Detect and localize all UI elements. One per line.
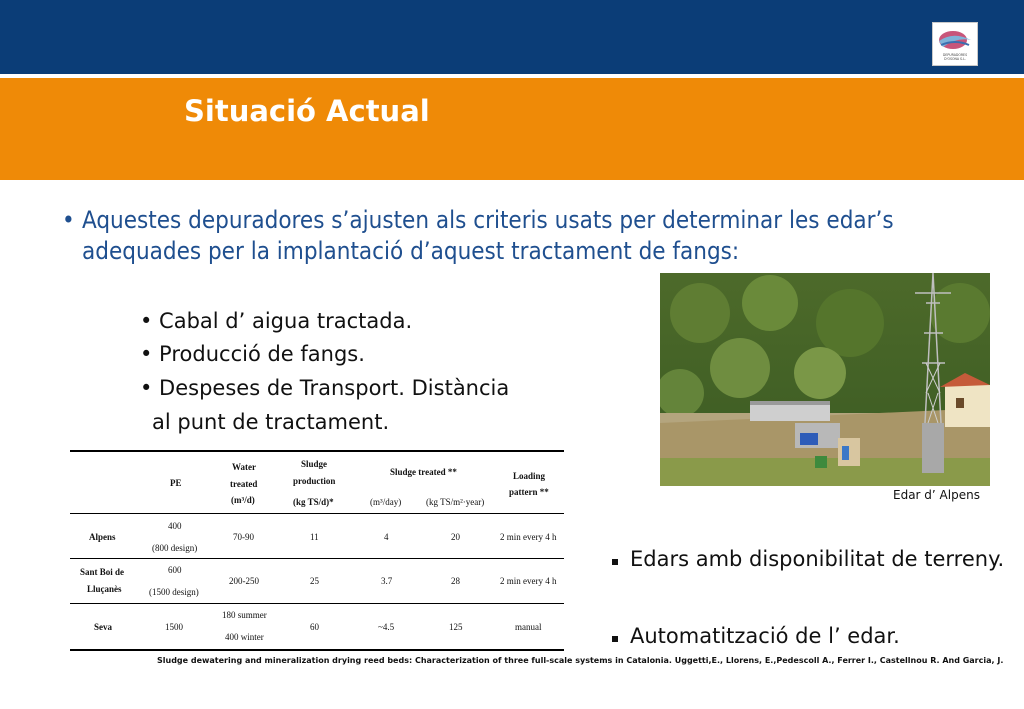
table-rule-row	[70, 603, 564, 604]
right-bullet-text: Automatització de l’ edar.	[630, 624, 900, 648]
top-banner	[0, 0, 1024, 74]
header-treated-kg: (kg TS/m²·year)	[426, 497, 485, 507]
table-cell: 125	[449, 622, 463, 632]
header-loading: pattern **	[509, 487, 549, 497]
table-cell: 60	[310, 622, 319, 632]
header-sludge: production	[293, 476, 336, 486]
table-cell: 400	[168, 521, 182, 531]
right-bullet-text: Edars amb disponibilitat de terreny.	[630, 547, 1005, 571]
table-cell: 600	[168, 565, 182, 575]
header-water-unit: (m³/d)	[231, 495, 255, 505]
intro-bullet: •	[62, 206, 75, 234]
company-logo	[932, 22, 978, 66]
table-cell: 2 min every 4 h	[500, 532, 557, 542]
table-row-name: Sant Boi de	[80, 567, 125, 577]
table-cell: 20	[451, 532, 460, 542]
right-bullet-item	[612, 547, 1004, 571]
table-cell: 400 winter	[225, 632, 264, 642]
table-cell: 25	[310, 576, 319, 586]
edar-alpens-photo	[660, 273, 990, 486]
header-water: Water	[232, 462, 256, 472]
table-cell: 2 min every 4 h	[500, 576, 557, 586]
header-sludge-unit: (kg TS/d)*	[293, 497, 334, 507]
square-bullet-icon	[612, 636, 618, 642]
header-loading: Loading	[513, 471, 546, 481]
table-rule-bottom	[70, 649, 564, 651]
table-cell: 11	[310, 532, 319, 542]
table-rule-header	[70, 513, 564, 514]
header-sludge-treated: Sludge treated **	[390, 467, 457, 477]
table-cell: 180 summer	[222, 610, 267, 620]
table-cell: (800 design)	[152, 543, 198, 553]
table-row-name: Alpens	[89, 532, 116, 542]
header-treated-m3: (m³/day)	[370, 497, 402, 507]
table-row-name: Seva	[94, 622, 112, 632]
table-rule-top	[70, 450, 564, 452]
intro-text: Aquestes depuradores s’ajusten als criteris usats per determinar les edar’s adequades per la implantació d’aquest tractament de fangs:	[82, 206, 894, 265]
logo-text-2: D'OSONA S.L.	[944, 57, 966, 61]
table-cell: 4	[384, 532, 389, 542]
reference-citation: Sludge dewatering and mineralization drying reed beds: Characterization of three full-scale systems in Catalonia. Uggetti,E., Llorens, E.,Pedescoll A., Ferrer I., Castellnou R. And Garcia, J.	[157, 656, 1004, 665]
criterion-item: • Despeses de Transport. Distància	[140, 376, 510, 400]
criterion-item: al punt de tractament.	[152, 410, 390, 434]
header-water: treated	[230, 479, 258, 489]
right-bullet-item	[612, 624, 900, 648]
data-table	[70, 450, 564, 651]
slide-title: Situació Actual	[184, 94, 430, 128]
intro-paragraph	[62, 205, 962, 267]
header-sludge: Sludge	[301, 459, 328, 469]
table-cell: 28	[451, 576, 460, 586]
table-cell: 200-250	[229, 576, 259, 586]
table-cell: 70-90	[233, 532, 254, 542]
table-cell: (1500 design)	[149, 587, 199, 597]
title-banner	[0, 78, 1024, 180]
logo-text-1: DEPURADORES	[942, 53, 968, 57]
table-cell: ~4.5	[378, 622, 395, 632]
photo-caption: Edar d’ Alpens	[893, 488, 980, 502]
square-bullet-icon	[612, 559, 618, 565]
table-cell: 3.7	[381, 576, 393, 586]
header-pe: PE	[170, 478, 182, 488]
table-cell: manual	[515, 622, 542, 632]
table-cell: 1500	[165, 622, 183, 632]
criterion-item: • Cabal d’ aigua tractada.	[140, 309, 413, 333]
table-row-name: Lluçanès	[87, 584, 122, 594]
criterion-item: • Producció de fangs.	[140, 342, 365, 366]
table-rule-row	[70, 558, 564, 559]
